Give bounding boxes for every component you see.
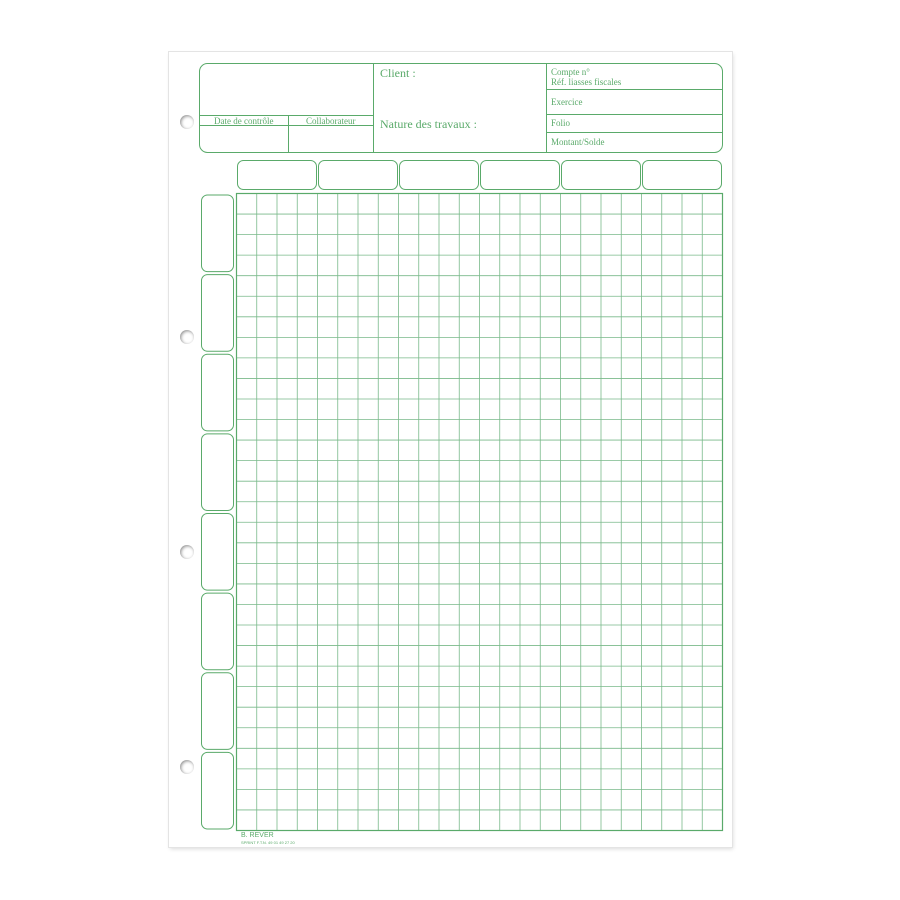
- print-code: SPRINT F.T.N. 49 01 49 27 20: [241, 840, 295, 845]
- row-label-tab[interactable]: [202, 354, 234, 431]
- compte-label: Compte n°: [551, 67, 590, 77]
- collaborateur-label: Collaborateur: [306, 116, 356, 126]
- row-label-tab[interactable]: [202, 434, 234, 511]
- column-header-box[interactable]: [481, 161, 560, 190]
- header-box: [200, 64, 723, 153]
- montant-solde-label: Montant/Solde: [551, 137, 605, 147]
- row-label-tab[interactable]: [202, 673, 234, 750]
- nature-travaux-label: Nature des travaux :: [380, 117, 477, 131]
- row-label-tab[interactable]: [202, 593, 234, 670]
- client-label: Client :: [380, 66, 416, 80]
- folio-label: Folio: [551, 118, 571, 128]
- column-header-box[interactable]: [562, 161, 641, 190]
- column-header-box[interactable]: [643, 161, 722, 190]
- column-header-box[interactable]: [238, 161, 317, 190]
- ref-liasses-label: Réf. liasses fiscales: [551, 77, 622, 87]
- row-label-tab[interactable]: [202, 514, 234, 591]
- row-label-tab[interactable]: [202, 195, 234, 272]
- brand-label: B. REVER: [241, 832, 274, 839]
- exercice-label: Exercice: [551, 97, 583, 107]
- date-controle-label: Date de contrôle: [214, 116, 274, 126]
- row-label-tab[interactable]: [202, 752, 234, 829]
- column-header-box[interactable]: [319, 161, 398, 190]
- column-header-box[interactable]: [400, 161, 479, 190]
- row-label-tab[interactable]: [202, 275, 234, 352]
